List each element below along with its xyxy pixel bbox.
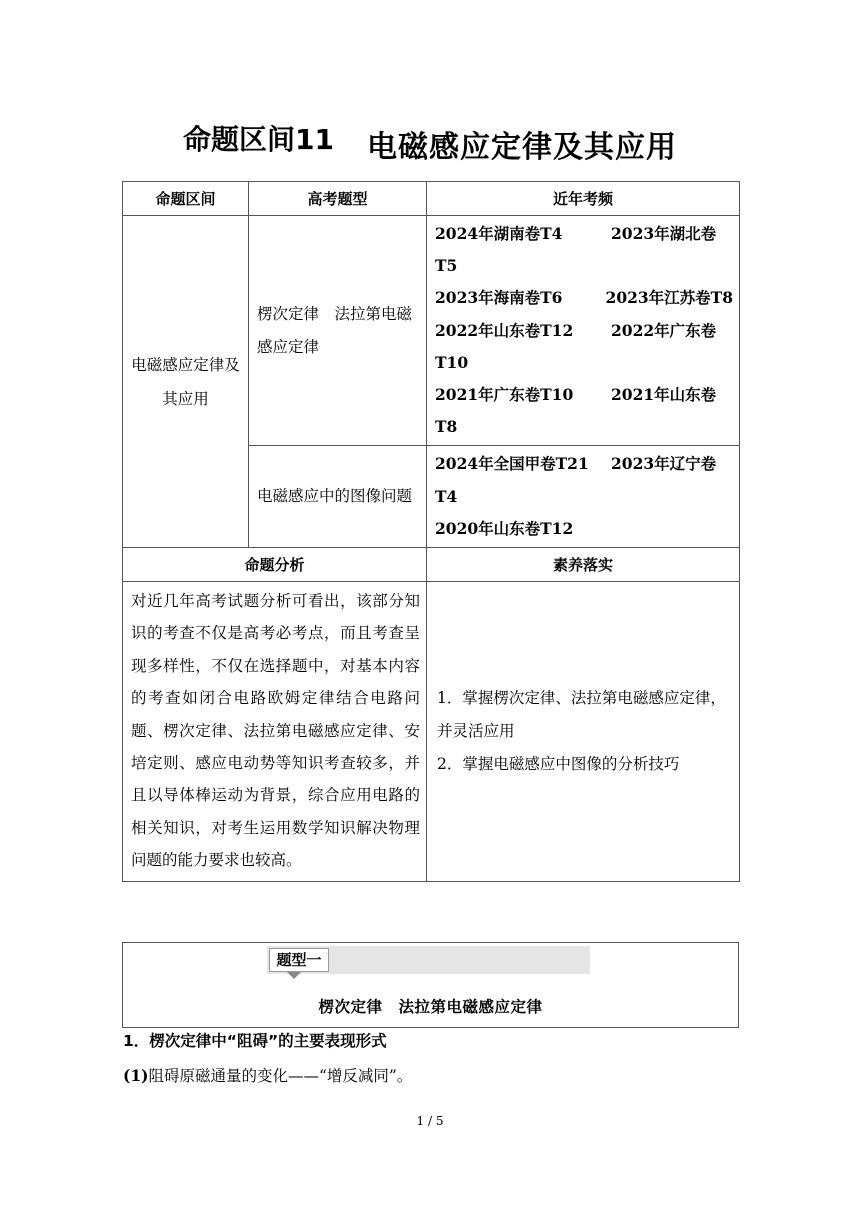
freq-entry: 2023年海南卷T6 xyxy=(435,288,563,308)
freq-entry: 2022年广东卷 xyxy=(611,320,717,340)
section-heading: 1．楞次定律中“阻碍”的主要表现形式 xyxy=(123,1032,387,1050)
subheader-row xyxy=(123,548,740,582)
header-literacy: 素养落实 xyxy=(427,548,740,582)
frequency-cell xyxy=(427,216,740,446)
header-row xyxy=(123,182,740,216)
freq-entry: 2023年湖北卷 xyxy=(611,224,717,243)
header-category: 命题区间 xyxy=(123,182,249,216)
frequency-cell xyxy=(427,446,740,548)
paragraph-prefix: (1) xyxy=(123,1066,149,1085)
freq-entry: T10 xyxy=(435,352,469,372)
overview-table xyxy=(122,181,740,882)
paragraph-text: 阻碍原磁通量的变化——“增反减同”。 xyxy=(148,1067,413,1085)
title-number: 命题区间11 xyxy=(183,123,334,156)
page-title xyxy=(0,118,860,166)
freq-entry: T8 xyxy=(435,417,458,437)
freq-entry: 2024年湖南卷T4 xyxy=(435,224,563,243)
freq-entry: T5 xyxy=(435,256,458,276)
paragraph xyxy=(123,1064,412,1086)
freq-entry: T4 xyxy=(435,486,458,506)
freq-entry: 2022年山东卷T12 xyxy=(435,320,574,340)
freq-entry: 2023年辽宁卷 xyxy=(611,454,717,474)
literacy-point: 2．掌握电磁感应中图像的分析技巧 xyxy=(437,754,680,773)
page-number: 1 / 5 xyxy=(416,1114,444,1128)
freq-entry: 2021年山东卷 xyxy=(611,385,717,405)
header-analysis: 命题分析 xyxy=(123,548,427,582)
freq-entry: 2020年山东卷T12 xyxy=(435,518,574,538)
table-row xyxy=(123,216,740,446)
analysis-cell: 对近几年高考试题分析可看出，该部分知识的考查不仅是高考必考点，而且考查呈现多样性，不仅在选择题中，对基本内容的考查如闭合电路欧姆定律结合电路问题、楞次定律、法拉第电磁感应定律、安培定则、感应电动势等知识考查较多，并且以导体棒运动为背景，综合应用电路的相关知识，对考生运用数学知识解决物理问题的能力要求也较高。 xyxy=(123,582,427,882)
category-cell: 电磁感应定律及其应用 xyxy=(123,216,249,548)
freq-entry: 2024年全国甲卷T21 xyxy=(435,454,589,474)
literacy-cell xyxy=(427,582,740,882)
title-name: 电磁感应定律及其应用 xyxy=(367,130,677,165)
section-tag-bar xyxy=(267,946,590,974)
freq-entry: 2021年广东卷T10 xyxy=(435,385,574,405)
triangle-down-icon xyxy=(287,972,301,979)
section-banner xyxy=(122,942,739,1028)
section-subtitle: 楞次定律 法拉第电磁感应定律 xyxy=(318,998,543,1016)
table-row xyxy=(123,582,740,882)
section-tag: 题型一 xyxy=(269,948,329,972)
type-cell: 楞次定律 法拉第电磁感应定律 xyxy=(249,216,427,446)
header-frequency: 近年考频 xyxy=(427,182,740,216)
literacy-point: 1．掌握楞次定律、法拉第电磁感应定律，并灵活应用 xyxy=(437,688,726,740)
type-cell: 电磁感应中的图像问题 xyxy=(249,446,427,548)
header-type: 高考题型 xyxy=(249,182,427,216)
freq-entry: 2023年江苏卷T8 xyxy=(605,288,733,308)
